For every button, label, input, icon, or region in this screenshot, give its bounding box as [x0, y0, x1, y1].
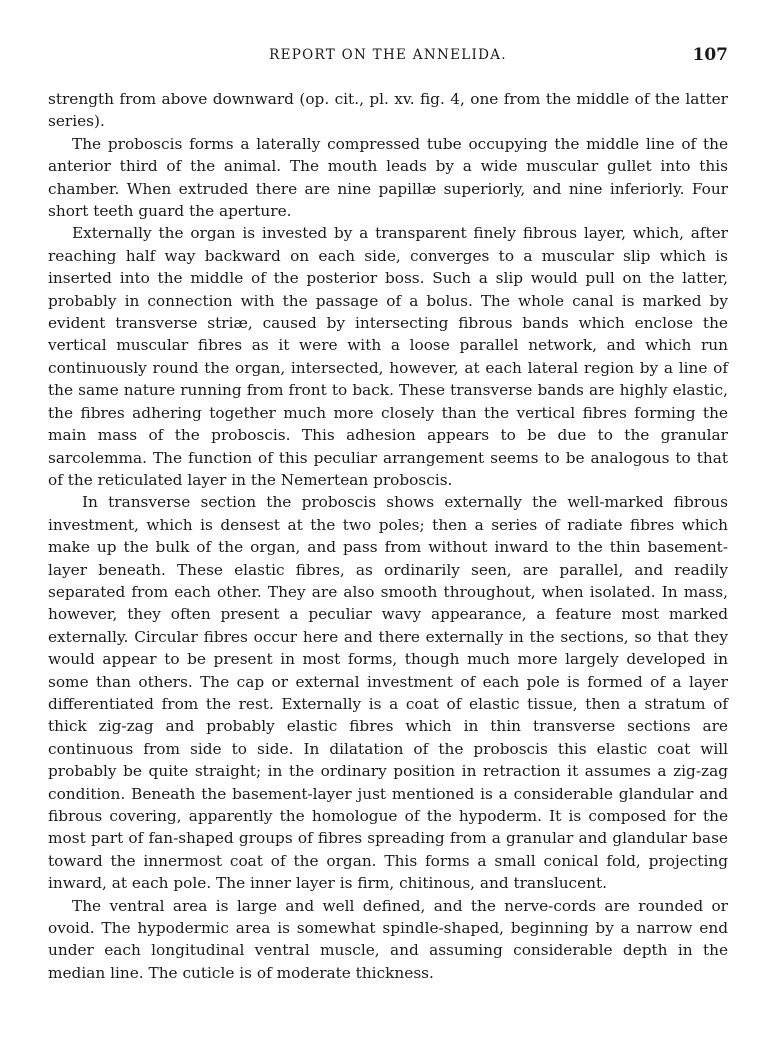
running-header — [48, 44, 728, 66]
page-number: 107 — [692, 45, 728, 65]
body-text — [48, 88, 728, 984]
running-title: REPORT ON THE ANNELIDA. — [269, 47, 507, 63]
paragraph-ventral-area: The ventral area is large and well defined, and the nerve-cords are rounded or ovoid. The hypodermic area is somewhat spindle-shaped, beginning by a narrow end under each longitudinal ventral muscle, and assuming considerable depth in the median line. The cuticle is of moderate thickness. — [48, 896, 728, 982]
paragraph-transverse-section: In transverse section the proboscis shows externally the well-marked fibrous investment, which is densest at the two poles; then a series of radiate fibres which make up the bulk of the organ, and pass from without inward to the thin basement-layer beneath. These elastic fibres, as ordinarily seen, are parallel, and readily separated from each other. They are also smooth throughout, when isolated. In mass, however, they often present a peculiar wavy appearance, a feature most marked externally. Circular fibres occur here and there externally in the sections, so that they would appear to be present in most forms, though much more largely developed in some than others. The cap or external investment of each pole is formed of a layer differentiated from the rest. Externally is a coat of elastic tissue, then a stratum of thick zig-zag and probably elastic fibres which in thin transverse sections are continuous from side to side. In dilatation of the proboscis this elastic coat will probably be quite straight; in the ordinary position in retraction it assumes a zig-zag condition. Beneath the basement-layer just mentioned is a considerable glandular and fibrous covering, apparently the homologue of the hypoderm. It is composed for the most part of fan-shaped groups of fibres spreading from a granular and glandular base toward the innermost coat of the organ. This forms a small conical fold, projecting inward, at each pole. The inner layer is firm, chitinous, and translucent. — [48, 493, 728, 893]
paragraph-proboscis-structure: The proboscis forms a laterally compressed tube occupying the middle line of the anterior third of the animal. The mouth leads by a wide muscular gullet into this chamber. When extruded there are nine papillæ superiorly, and nine inferiorly. Four short teeth guard the aperture. — [48, 134, 728, 221]
paragraph-external-investment: Externally the organ is invested by a transparent finely fibrous layer, which, after reaching half way backward on each side, converges to a muscular slip which is inserted into the middle of the posterior boss. Such a slip would pull on the latter, probably in connection with the passage of a bolus. The whole canal is marked by evident transverse striæ, caused by intersecting fibrous bands which enclose the vertical muscular fibres as it were with a loose parallel network, and which run continuously round the organ, intersected, however, at each lateral region by a line of the same nature running from front to back. These transverse bands are highly elastic, the fibres adhering together much more closely than the vertical fibres forming the main mass of the proboscis. This adhesion appears to be due to the granular sarcolemma. The function of this peculiar arrangement seems to be analogous to that of the reticulated layer in the Nemertean proboscis. — [48, 224, 728, 489]
paragraph-continued: strength from above downward (op. cit., pl. xv. fig. 4, one from the middle of the latter series). — [48, 90, 728, 131]
